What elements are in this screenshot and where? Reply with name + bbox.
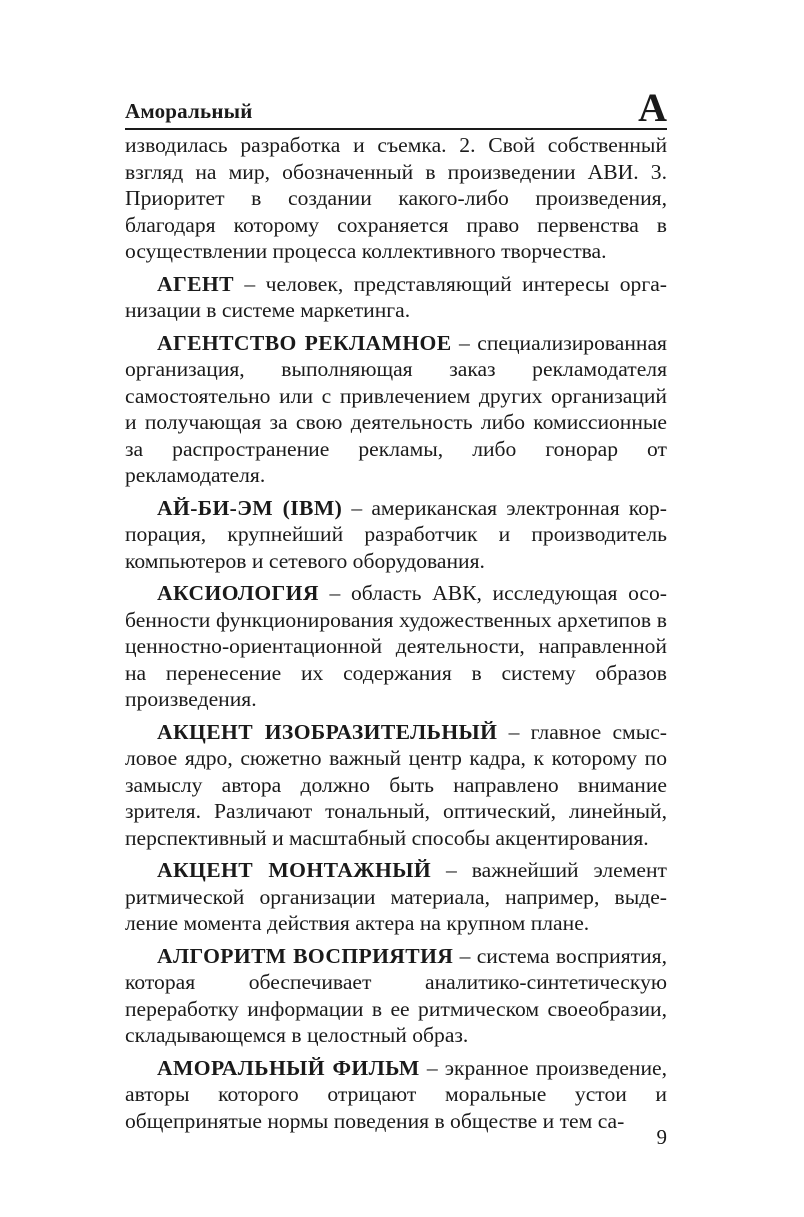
entry-term: АКЦЕНТ ИЗОБРАЗИТЕЛЬНЫЙ [157, 719, 498, 744]
entry-term: АКЦЕНТ МОНТАЖНЫЙ [157, 858, 432, 882]
entry-definition: – важнейший элемент ритмической организации материала, например, выделение момента действия актера на крупном плане. [125, 858, 667, 935]
entry-ibm [125, 495, 667, 575]
continuation-paragraph: изводилась разработка и съемка. 2. Свой собственный взгляд на мир, обозначенный в произведении АВИ. 3. Приоритет в создании какого-либо произведения, благодаря которому сохраняется право первенства в осуществлении процесса коллективного творчества. [125, 133, 667, 263]
entry-definition: – американская электронная корпорация, крупнейший разработчик и производитель компьютеров и сетевого оборудования. [125, 495, 667, 573]
entry-perception-algorithm [125, 943, 667, 1049]
entry-term: АГЕНТ [157, 271, 234, 296]
page-header [125, 85, 667, 130]
running-head: Аморальный [125, 99, 253, 123]
entry-term: АЛГОРИТМ ВОСПРИЯТИЯ [157, 943, 454, 968]
entry-definition: – экранное произведение, авторы которого отрицают моральные устои и общепринятые нормы поведения в обществе и тем са- [125, 1055, 667, 1133]
entry-definition: – человек, представляющий интересы организации в системе маркетинга. [125, 271, 667, 322]
entry-agent [125, 271, 667, 324]
entry-term: АКСИОЛОГИЯ [157, 581, 319, 605]
entry-term: АМОРАЛЬНЫЙ ФИЛЬМ [157, 1055, 420, 1080]
entry-definition: – специализированная организация, выполняющая заказ рекламодателя самостоятельно или с привлечением других организаций и получающая за свою деятельность либо комиссионные за распространение рекламы, либо гонорар от рекламодателя. [125, 330, 667, 487]
entry-agency-advertising [125, 330, 667, 489]
section-letter: А [638, 85, 667, 130]
page [125, 85, 667, 1140]
entry-definition: – главное смысловое ядро, сюжетно важный центр кадра, к которому по замыслу автора должно быть направлено внимание зрителя. Различают тональный, оптический, линейный, перспективный и масштабный способы акцентирования. [125, 719, 667, 850]
entry-accent-visual [125, 719, 667, 852]
entry-amoral-film [125, 1055, 667, 1135]
entry-term: АЙ-БИ-ЭМ (IBM) [157, 495, 343, 520]
entry-definition: – система восприятия, которая обеспечивает аналитико-синтетическую переработку информации в ее ритмическом своеобразии, складывающемся в целостный образ. [125, 943, 667, 1047]
entry-axiology [125, 580, 667, 713]
body-text [125, 132, 667, 1134]
entry-definition: – область АВК, исследующая особенности функционирования художественных архетипов в ценностно-ориентационной деятельности, направленной на перенесение их содержания в систему образов произведения. [125, 581, 667, 711]
entry-accent-montage [125, 857, 667, 937]
page-number: 9 [656, 1125, 667, 1149]
entry-term: АГЕНТСТВО РЕКЛАМНОЕ [157, 330, 452, 355]
